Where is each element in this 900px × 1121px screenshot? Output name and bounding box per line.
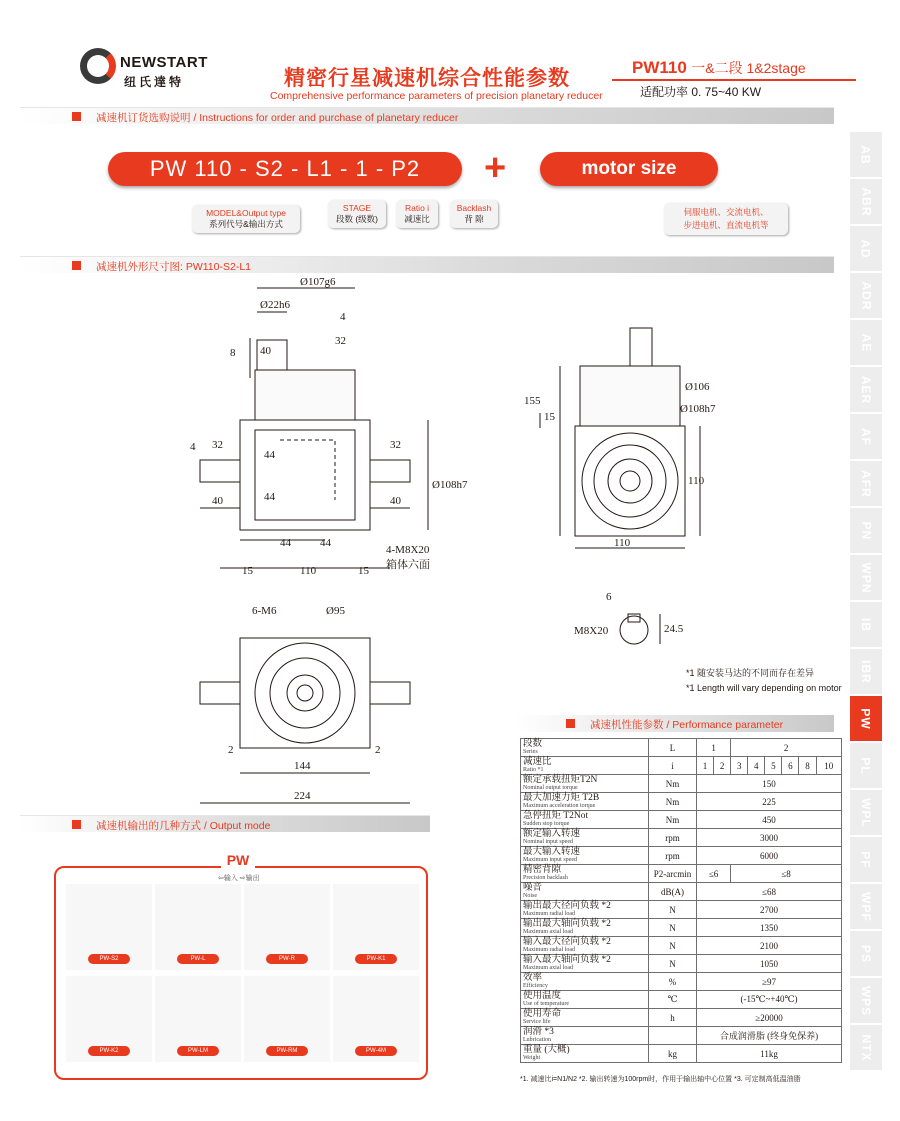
- row-unit: i: [649, 757, 697, 775]
- motor-flange-side: [580, 366, 680, 426]
- table-row: [521, 793, 842, 811]
- row-unit: N: [649, 955, 697, 973]
- table-row: [521, 865, 842, 883]
- row-unit: P2-arcmin: [649, 865, 697, 883]
- row-value: ≤6: [697, 865, 731, 883]
- dim-15-side: 15: [544, 411, 555, 423]
- tag-ratio-en: Ratio i: [404, 203, 430, 213]
- dim-d107: Ø107g6: [300, 278, 336, 288]
- dim-6m6: 6-M6: [252, 605, 277, 617]
- row-name: 额定输入转速 Nominal input speed: [521, 829, 649, 847]
- row-value: 3: [731, 757, 748, 775]
- row-value: ≥20000: [697, 1009, 842, 1027]
- tab-pn[interactable]: PN: [850, 508, 882, 555]
- table-row: [521, 811, 842, 829]
- motor-size-pill: motor size: [540, 152, 718, 186]
- section-bar-dimensions: [20, 256, 834, 273]
- tab-pw[interactable]: PW: [850, 696, 882, 743]
- right-shaft-front: [370, 460, 410, 482]
- row-value: 2100: [697, 937, 842, 955]
- left-shaft-front: [200, 460, 240, 482]
- page-title: 精密行星减速机综合性能参数: [284, 67, 570, 90]
- tab-pl[interactable]: PL: [850, 743, 882, 790]
- mode-label: PW-LM: [177, 1046, 219, 1056]
- dim-15-right: 15: [358, 565, 369, 577]
- dim-32-left: 32: [212, 439, 223, 451]
- table-footnote: *1. 减速比i=N1/N2 *2. 输出转速为100rpm时，作用于输出轴中心位置 *3. 可定制高低温油脂: [520, 1076, 801, 1083]
- section-bar-output: [20, 815, 430, 832]
- row-value: 5: [765, 757, 782, 775]
- row-name: 输出最大径向负载 *2 Maximum radial load: [521, 901, 649, 919]
- drawing-notes: [686, 666, 842, 696]
- row-value: 6000: [697, 847, 842, 865]
- tab-pf[interactable]: PF: [850, 837, 882, 884]
- row-name: 最大加速力矩 T2B Maximum acceleration torque: [521, 793, 649, 811]
- section-bar-order: [20, 107, 834, 124]
- row-name: 输入最大轴向负载 *2 Maximum axial load: [521, 955, 649, 973]
- order-code-pill: PW 110 - S2 - L1 - 1 - P2: [108, 152, 462, 186]
- row-value: 1: [697, 757, 714, 775]
- row-value: 10: [816, 757, 841, 775]
- tab-ab[interactable]: AB: [850, 132, 882, 179]
- dim-8: 8: [230, 347, 236, 359]
- tab-aer[interactable]: AER: [850, 367, 882, 414]
- row-name: 最大输入转速 Maximum input speed: [521, 847, 649, 865]
- tag-ratio: [396, 200, 438, 228]
- row-unit: Nm: [649, 775, 697, 793]
- row-unit: N: [649, 919, 697, 937]
- gearbox-body-front: [240, 420, 370, 530]
- row-name: 重量 (大概) Weight: [521, 1045, 649, 1063]
- mode-label: PW-S2: [88, 954, 130, 964]
- table-row: [521, 1045, 842, 1063]
- table-row: [521, 919, 842, 937]
- row-value: 3000: [697, 829, 842, 847]
- table-row: [521, 901, 842, 919]
- row-value: ≤68: [697, 883, 842, 901]
- tag-ratio-cn: 减速比: [404, 214, 430, 224]
- row-unit: L: [649, 739, 697, 757]
- tag-backlash: [450, 200, 498, 228]
- section-bar-performance: [514, 715, 834, 732]
- tag-model-en: MODEL&Output type: [206, 208, 286, 218]
- dim-4-left: 4: [190, 441, 196, 453]
- dim-2-right: 2: [375, 744, 381, 756]
- row-name: 急停扭矩 T2Not Sudden stop torque: [521, 811, 649, 829]
- row-name: 噪音 Noise: [521, 883, 649, 901]
- row-unit: h: [649, 1009, 697, 1027]
- tab-wps[interactable]: WPS: [850, 978, 882, 1025]
- tab-af[interactable]: AF: [850, 414, 882, 461]
- mode-cell: [66, 884, 152, 970]
- section-title-order: 减速机订货选购说明 / Instructions for order and purchase of planetary reducer: [96, 112, 459, 124]
- dim-d108: Ø108h7: [432, 479, 468, 491]
- tab-ae[interactable]: AE: [850, 320, 882, 367]
- tag-motor-line2: 步进电机、直流电机等: [683, 220, 769, 230]
- model-stage: 一&二段 1&2stage: [691, 60, 806, 76]
- row-name: 使用温度 Use of temperature: [521, 991, 649, 1009]
- input-shaft-side: [630, 328, 652, 366]
- dim-m8: 4-M8X20: [386, 544, 430, 556]
- mode-cell: [244, 976, 330, 1062]
- dim-d95: Ø95: [326, 605, 345, 617]
- dim-44-c: 44: [280, 537, 291, 549]
- motor-flange-front: [255, 370, 355, 420]
- model-power: 适配功率 0. 75~40 KW: [640, 85, 762, 99]
- series-tab-strip: [850, 132, 882, 1072]
- table-row: [521, 937, 842, 955]
- tab-ibr[interactable]: IBR: [850, 649, 882, 696]
- tag-stage: [328, 200, 386, 228]
- bullet-square-icon: [566, 719, 575, 728]
- tab-ib[interactable]: IB: [850, 602, 882, 649]
- tag-motor-line1: 伺服电机、交流电机、: [683, 207, 769, 217]
- dimension-drawing: [160, 278, 860, 818]
- row-value: 6: [782, 757, 799, 775]
- bullet-square-icon: [72, 112, 81, 121]
- plus-icon: +: [484, 147, 507, 189]
- dim-2-left: 2: [228, 744, 234, 756]
- table-row: [521, 757, 842, 775]
- tab-wpn[interactable]: WPN: [850, 555, 882, 602]
- tab-ad[interactable]: AD: [850, 226, 882, 273]
- row-name: 效率 Efficiency: [521, 973, 649, 991]
- section-title-performance: 减速机性能参数 / Performance parameter: [590, 719, 784, 731]
- tab-ps[interactable]: PS: [850, 931, 882, 978]
- row-value: 2: [731, 739, 842, 757]
- row-name: 精密背隙 Precision backlash: [521, 865, 649, 883]
- company-logo: [80, 46, 230, 96]
- mode-cell: [333, 976, 419, 1062]
- mode-label: PW-K1: [355, 954, 397, 964]
- dim-box-note: 箱体六面: [386, 559, 430, 571]
- mode-cell: [155, 976, 241, 1062]
- logo-text: NEWSTART: [120, 54, 208, 71]
- table-row: [521, 1009, 842, 1027]
- dim-110-side-h: 110: [614, 537, 631, 549]
- dim-32: 32: [335, 335, 346, 347]
- row-name: 润滑 *3 Lubrication: [521, 1027, 649, 1045]
- dim-d22: Ø22h6: [260, 299, 290, 311]
- logo-mark-icon: [80, 48, 116, 84]
- dim-key-m8: M8X20: [574, 625, 609, 637]
- row-unit: dB(A): [649, 883, 697, 901]
- tab-adr[interactable]: ADR: [850, 273, 882, 320]
- tag-motor: [664, 203, 788, 235]
- row-name: 输出最大轴向负载 *2 Maximum axial load: [521, 919, 649, 937]
- table-row: [521, 991, 842, 1009]
- mode-label: PW-K2: [88, 1046, 130, 1056]
- mode-cell: [155, 884, 241, 970]
- row-unit: [649, 1027, 697, 1045]
- row-name: 输入最大径向负载 *2 Maximum radial load: [521, 937, 649, 955]
- tag-stage-cn: 段数 (级数): [335, 214, 379, 224]
- mode-label: PW-L: [177, 954, 219, 964]
- output-modes-legend: ⇦输入 ⇨输出: [218, 875, 260, 882]
- row-unit: ℃: [649, 991, 697, 1009]
- output-modes-title: PW: [221, 852, 255, 868]
- row-value: 2: [714, 757, 731, 775]
- row-name: 减速比 Ratio *1: [521, 757, 649, 775]
- dim-44-b: 44: [264, 491, 275, 503]
- dim-44-a: 44: [264, 449, 275, 461]
- tab-ntx[interactable]: NTX: [850, 1025, 882, 1072]
- tag-backlash-en: Backlash: [456, 203, 492, 213]
- row-unit: rpm: [649, 829, 697, 847]
- row-value: 1: [697, 739, 731, 757]
- model-name: PW110: [632, 58, 687, 77]
- row-value: 150: [697, 775, 842, 793]
- table-row: [521, 739, 842, 757]
- row-value: 11kg: [697, 1045, 842, 1063]
- table-row: [521, 883, 842, 901]
- row-unit: Nm: [649, 811, 697, 829]
- row-value: ≤8: [731, 865, 842, 883]
- note-en: *1 Length will vary depending on motor: [686, 683, 842, 693]
- tab-afr[interactable]: AFR: [850, 461, 882, 508]
- dim-40: 40: [260, 345, 271, 357]
- bullet-square-icon: [72, 261, 81, 270]
- dim-40-left: 40: [212, 495, 223, 507]
- row-value: 8: [799, 757, 816, 775]
- tag-model-cn: 系列代号&输出方式: [209, 219, 283, 229]
- table-row: [521, 973, 842, 991]
- mode-label: PW-4M: [355, 1046, 397, 1056]
- model-underline: [612, 79, 856, 81]
- row-name: 额定承载扭矩T2N Nominal output torque: [521, 775, 649, 793]
- row-unit: N: [649, 901, 697, 919]
- row-value: 225: [697, 793, 842, 811]
- row-name: 使用寿命 Service life: [521, 1009, 649, 1027]
- dim-key-6: 6: [606, 591, 612, 603]
- dim-key-245: 24.5: [664, 623, 684, 635]
- logo-subtext: 纽氏達特: [124, 75, 185, 89]
- gearbox-body-bottom: [240, 638, 370, 748]
- table-row: [521, 847, 842, 865]
- bullet-square-icon: [72, 820, 81, 829]
- tag-model: [192, 205, 300, 233]
- section-title-output: 减速机输出的几种方式 / Output mode: [96, 820, 271, 832]
- dim-44-d: 44: [320, 537, 331, 549]
- row-value: 1350: [697, 919, 842, 937]
- table-row: [521, 1027, 842, 1045]
- dim-32-right: 32: [390, 439, 401, 451]
- mode-label: PW-R: [266, 954, 308, 964]
- row-value: 4: [748, 757, 765, 775]
- dim-144: 144: [294, 760, 311, 772]
- row-unit: N: [649, 937, 697, 955]
- row-value: 2700: [697, 901, 842, 919]
- performance-table: [520, 738, 842, 1063]
- dim-110-front: 110: [300, 565, 317, 577]
- dim-4: 4: [340, 311, 346, 323]
- mode-cell: [333, 884, 419, 970]
- model-heading: [632, 58, 806, 78]
- row-unit: Nm: [649, 793, 697, 811]
- gearbox-body-side: [575, 426, 685, 536]
- dim-155: 155: [524, 395, 541, 407]
- tag-backlash-cn: 背 隙: [464, 214, 484, 224]
- table-row: [521, 775, 842, 793]
- page-subtitle: Comprehensive performance parameters of precision planetary reducer: [270, 90, 603, 102]
- row-unit: rpm: [649, 847, 697, 865]
- tab-wpl[interactable]: WPL: [850, 790, 882, 837]
- mode-cell: [244, 884, 330, 970]
- row-value: (-15℃~+40℃): [697, 991, 842, 1009]
- row-value: 450: [697, 811, 842, 829]
- mode-cell: [66, 976, 152, 1062]
- section-title-dimensions: 减速机外形尺寸图: PW110-S2-L1: [96, 261, 252, 273]
- dim-15-left: 15: [242, 565, 253, 577]
- note-cn: *1 随安装马达的不同而存在差异: [686, 668, 815, 678]
- row-unit: %: [649, 973, 697, 991]
- row-value: 合成润滑脂 (终身免保养): [697, 1027, 842, 1045]
- table-row: [521, 955, 842, 973]
- dim-40-right: 40: [390, 495, 401, 507]
- row-value: 1050: [697, 955, 842, 973]
- row-unit: kg: [649, 1045, 697, 1063]
- row-value: ≥97: [697, 973, 842, 991]
- table-row: [521, 829, 842, 847]
- dim-d106: Ø106: [685, 381, 710, 393]
- dim-110-side-v: 110: [688, 475, 705, 487]
- dim-224: 224: [294, 790, 311, 802]
- row-name: 段数 Series: [521, 739, 649, 757]
- tag-stage-en: STAGE: [342, 203, 372, 213]
- tab-wpf[interactable]: WPF: [850, 884, 882, 931]
- mode-label: PW-RM: [266, 1046, 308, 1056]
- tab-abr[interactable]: ABR: [850, 179, 882, 226]
- dim-d108-side: Ø108h7: [680, 403, 716, 415]
